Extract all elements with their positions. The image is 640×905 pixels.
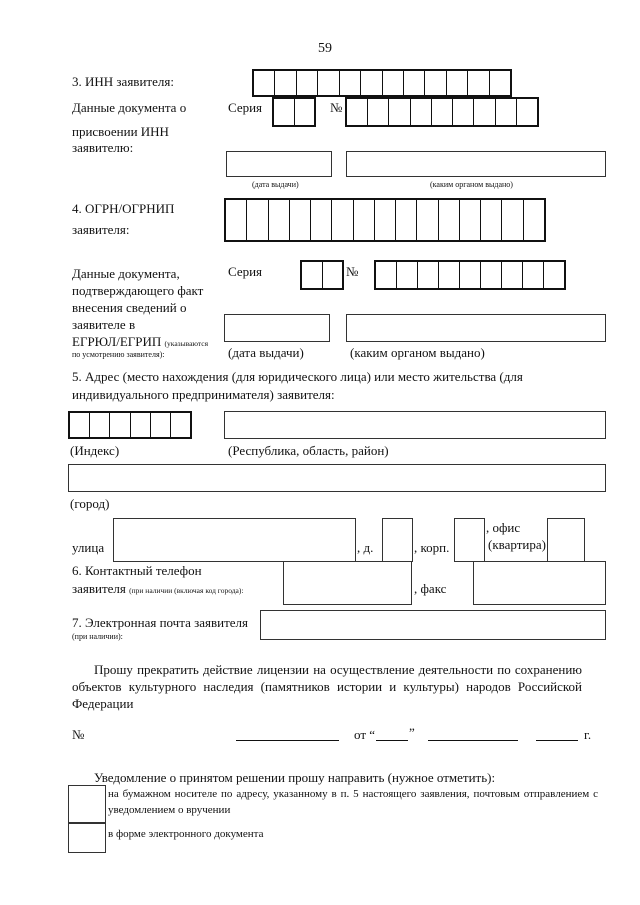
s4-issuing-authority-field[interactable] bbox=[346, 314, 606, 342]
city-field[interactable] bbox=[68, 464, 606, 492]
phone-label-2-small: (при наличии (включая код города): bbox=[129, 586, 244, 595]
korp-label: , корп. bbox=[414, 540, 450, 555]
s4-doc-label-5-small: (указываются bbox=[164, 339, 209, 348]
day-line[interactable] bbox=[376, 740, 408, 741]
s3-number-cells[interactable] bbox=[345, 97, 539, 127]
ogrn-label-1: 4. ОГРН/ОГРНИП bbox=[72, 201, 175, 216]
house-label: , д. bbox=[357, 540, 374, 555]
postal-index-cells[interactable] bbox=[68, 411, 192, 439]
electronic-option-label: в форме электронного документа bbox=[108, 828, 264, 840]
ogrn-cells[interactable] bbox=[224, 198, 546, 242]
paper-option-checkbox[interactable] bbox=[68, 785, 106, 823]
s4-date-caption: (дата выдачи) bbox=[228, 345, 304, 360]
page-number: 59 bbox=[318, 41, 332, 56]
s4-doc-label-2: подтверждающего факт bbox=[72, 283, 204, 298]
number-sign: № bbox=[72, 727, 85, 742]
s4-organ-caption: (каким органом выдано) bbox=[350, 345, 485, 360]
s3-issue-date-field[interactable] bbox=[226, 151, 332, 177]
email-label-small: (при наличии): bbox=[72, 632, 123, 641]
fax-field[interactable] bbox=[473, 561, 606, 605]
index-caption: (Индекс) bbox=[70, 443, 120, 458]
s3-number-label: № bbox=[330, 100, 343, 115]
email-field[interactable] bbox=[260, 610, 606, 640]
phone-field[interactable] bbox=[283, 561, 412, 605]
s4-issue-date-field[interactable] bbox=[224, 314, 330, 342]
korp-field[interactable] bbox=[454, 518, 485, 562]
s4-doc-label-3: внесения сведений о bbox=[72, 300, 187, 315]
s3-date-caption: (дата выдачи) bbox=[252, 180, 299, 189]
inn-cells[interactable] bbox=[252, 69, 512, 97]
region-caption: (Республика, область, район) bbox=[228, 443, 389, 458]
phone-label-2-main: заявителя bbox=[72, 581, 126, 596]
city-caption: (город) bbox=[70, 496, 110, 511]
number-line[interactable] bbox=[236, 740, 339, 741]
phone-label-1: 6. Контактный телефон bbox=[72, 563, 202, 578]
s3-organ-caption: (каким органом выдано) bbox=[430, 180, 513, 189]
s4-seria-label: Серия bbox=[228, 264, 263, 279]
request-text: Прошу прекратить действие лицензии на осуществление деятельности по сохранению объектов культурного наследия (памятников истории и культуры) народов Российской Федерации bbox=[72, 662, 582, 711]
s3-doc-label-3: заявителю: bbox=[72, 140, 134, 155]
s3-seria-label: Серия bbox=[228, 100, 263, 115]
s4-doc-label-4: заявителе в bbox=[72, 317, 136, 332]
s4-doc-label-1: Данные документа, bbox=[72, 266, 180, 281]
street-field[interactable] bbox=[113, 518, 356, 562]
fax-label: , факс bbox=[414, 581, 447, 596]
office-label-2: (квартира) bbox=[488, 537, 546, 552]
year-suffix: г. bbox=[584, 727, 592, 742]
email-label: 7. Электронная почта заявителя bbox=[72, 615, 248, 630]
date-from-label: от “ bbox=[354, 727, 376, 742]
street-label: улица bbox=[72, 540, 105, 555]
s5-address-label-1: 5. Адрес (место нахождения (для юридического лица) или место жительства (для bbox=[72, 369, 523, 384]
s5-address-label-2: индивидуального предпринимателя) заявителя: bbox=[72, 387, 335, 402]
s4-doc-label-5-main: ЕГРЮЛ/ЕГРИП bbox=[72, 334, 162, 349]
year-line[interactable] bbox=[536, 740, 578, 741]
s4-number-cells[interactable] bbox=[374, 260, 566, 290]
office-label-1: , офис bbox=[486, 520, 521, 535]
s4-seria-cells[interactable] bbox=[300, 260, 344, 290]
office-field[interactable] bbox=[547, 518, 585, 562]
house-field[interactable] bbox=[382, 518, 413, 562]
s3-doc-label-1: Данные документа о bbox=[72, 100, 187, 115]
month-line[interactable] bbox=[428, 740, 518, 741]
s4-doc-label-6: по усмотрению заявителя): bbox=[72, 350, 165, 359]
s4-number-label: № bbox=[346, 264, 359, 279]
s3-seria-cells[interactable] bbox=[272, 97, 316, 127]
notify-heading: Уведомление о принятом решении прошу направить (нужное отметить): bbox=[94, 770, 496, 785]
s3-issuing-authority-field[interactable] bbox=[346, 151, 606, 177]
region-field[interactable] bbox=[224, 411, 606, 439]
paper-option-label: на бумажном носителе по адресу, указанному в п. 5 настоящего заявления, почтовым отправлением с уведомлением о вручении bbox=[108, 788, 598, 816]
s3-doc-label-2: присвоении ИНН bbox=[72, 124, 169, 139]
electronic-option-checkbox[interactable] bbox=[68, 823, 106, 853]
ogrn-label-2: заявителя: bbox=[72, 222, 130, 237]
phone-label-2 bbox=[72, 580, 243, 599]
inn-label: 3. ИНН заявителя: bbox=[72, 74, 174, 89]
quote-close: ” bbox=[409, 725, 415, 740]
